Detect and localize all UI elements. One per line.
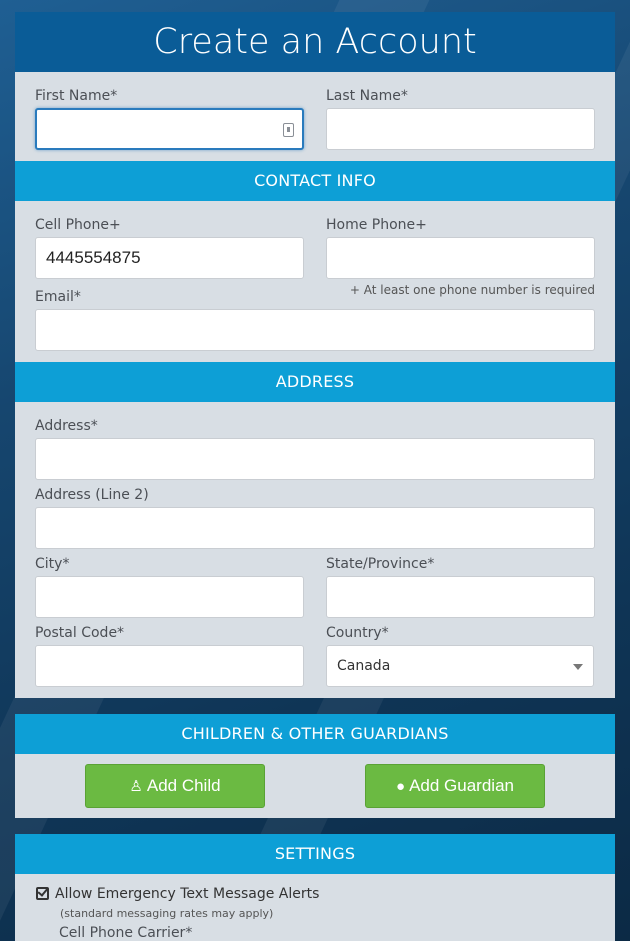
emergency-alerts-label[interactable]: Allow Emergency Text Message Alerts bbox=[55, 886, 320, 902]
add-guardian-label: Add Guardian bbox=[409, 776, 514, 795]
address-line2-field[interactable] bbox=[35, 507, 595, 549]
city-label: City* bbox=[35, 556, 70, 572]
home-phone-label: Home Phone+ bbox=[326, 217, 427, 233]
settings-section-header: SETTINGS bbox=[15, 834, 615, 874]
state-label: State/Province* bbox=[326, 556, 435, 572]
cell-carrier-label: Cell Phone Carrier* bbox=[59, 925, 193, 941]
cell-phone-label: Cell Phone+ bbox=[35, 217, 121, 233]
address-line2-label: Address (Line 2) bbox=[35, 487, 149, 503]
postal-code-field[interactable] bbox=[35, 645, 304, 687]
contact-info-section-header: CONTACT INFO bbox=[15, 161, 615, 201]
add-child-label: Add Child bbox=[146, 776, 221, 795]
state-field[interactable] bbox=[326, 576, 595, 618]
child-icon: ♙ bbox=[129, 778, 143, 795]
messaging-rates-note: (standard messaging rates may apply) bbox=[60, 907, 274, 920]
emergency-alerts-checkbox[interactable] bbox=[36, 887, 49, 900]
last-name-field[interactable] bbox=[326, 108, 595, 150]
cell-phone-field[interactable] bbox=[35, 237, 304, 279]
add-guardian-button[interactable] bbox=[365, 764, 545, 808]
guardians-section-header: CHILDREN & OTHER GUARDIANS bbox=[15, 714, 615, 754]
country-selected-value: Canada bbox=[337, 658, 391, 674]
email-field[interactable] bbox=[35, 309, 595, 351]
first-name-label: First Name* bbox=[35, 88, 118, 104]
first-name-field[interactable] bbox=[35, 108, 304, 150]
address-line1-label: Address* bbox=[35, 418, 98, 434]
page-title: Create an Account bbox=[15, 12, 615, 72]
chevron-down-icon bbox=[573, 664, 583, 670]
address-section-header: ADDRESS bbox=[15, 362, 615, 402]
home-phone-field[interactable] bbox=[326, 237, 595, 279]
country-select[interactable] bbox=[326, 645, 594, 687]
postal-code-label: Postal Code* bbox=[35, 625, 125, 641]
email-label: Email* bbox=[35, 289, 81, 305]
add-child-button[interactable] bbox=[85, 764, 265, 808]
cell-phone-value: 4445554875 bbox=[46, 248, 141, 267]
user-icon: ● bbox=[396, 778, 406, 795]
address-line1-field[interactable] bbox=[35, 438, 595, 480]
last-name-label: Last Name* bbox=[326, 88, 408, 104]
autofill-contact-icon[interactable] bbox=[283, 123, 294, 137]
country-label: Country* bbox=[326, 625, 389, 641]
phone-requirement-note: + At least one phone number is required bbox=[349, 283, 595, 297]
city-field[interactable] bbox=[35, 576, 304, 618]
